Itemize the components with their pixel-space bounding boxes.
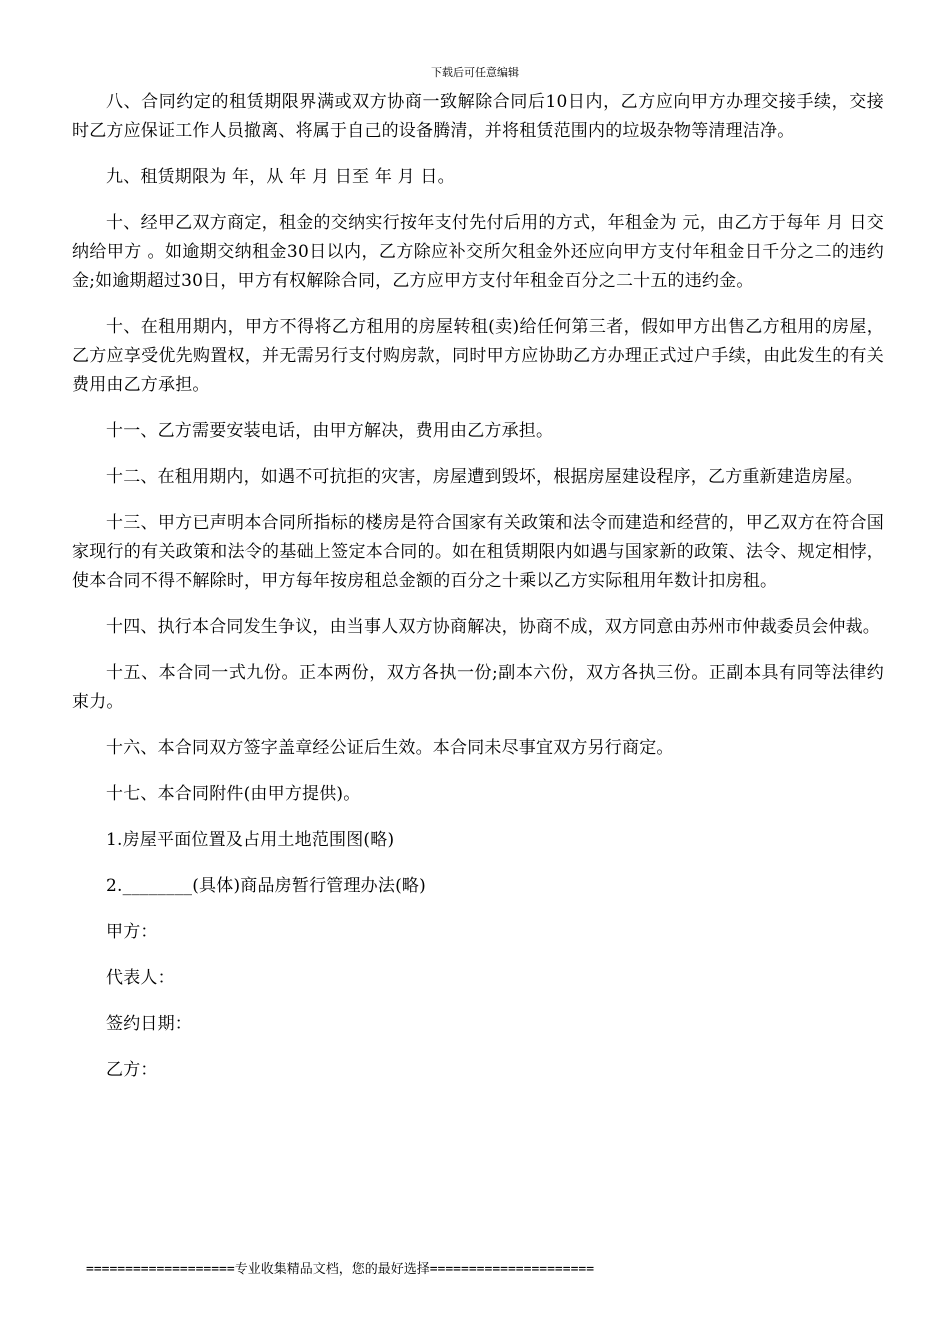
- clause-13: 十三、甲方已声明本合同所指标的楼房是符合国家有关政策和法令而建造和经营的，甲乙双方在符合国家现行的有关政策和法令的基础上签定本合同的。如在租赁期限内如遇与国家新的政策、法令、规定相悖，使本合同不得不解除时，甲方每年按房租总金额的百分之十乘以乙方实际租用年数计扣房租。: [72, 513, 884, 591]
- clause-9: 九、租赁期限为 年，从 年 月 日至 年 月 日。: [106, 167, 455, 187]
- clause-8: 八、合同约定的租赁期限界满或双方协商一致解除合同后10日内，乙方应向甲方办理交接手续，交接时乙方应保证工作人员撤离、将属于自己的设备腾清，并将租赁范围内的垃圾杂物等清理洁净。: [72, 92, 884, 141]
- contract-body: [72, 88, 884, 1102]
- clause-10-rent: 十、经甲乙双方商定，租金的交纳实行按年支付先付后用的方式，年租金为 元，由乙方于每年 月 日交纳给甲方 。如逾期交纳租金30日以内，乙方除应补交所欠租金外还应向甲方支付年租金日千分之二的违约金;如逾期超过30日，甲方有权解除合同，乙方应甲方支付年租金百分之二十五的违约金。: [72, 213, 884, 291]
- representative-label: 代表人：: [106, 968, 175, 988]
- clause-17: 十七、本合同附件(由甲方提供)。: [106, 784, 361, 804]
- clause-12: 十二、在租用期内，如遇不可抗拒的灾害，房屋遭到毁坏，根据房屋建设程序，乙方重新建造房屋。: [106, 467, 863, 487]
- attachment-1: 1.房屋平面位置及占用土地范围图(略): [106, 830, 395, 850]
- signing-date-label: 签约日期：: [106, 1014, 192, 1034]
- clause-11: 十一、乙方需要安装电话，由甲方解决，费用由乙方承担。: [106, 421, 554, 441]
- clause-15: 十五、本合同一式九份。正本两份，双方各执一份;副本六份，双方各执三份。正副本具有同等法律约束力。: [72, 663, 884, 712]
- party-a-label: 甲方：: [106, 922, 158, 942]
- party-b-label: 乙方：: [106, 1060, 158, 1080]
- clause-14: 十四、执行本合同发生争议，由当事人双方协商解决，协商不成，双方同意由苏州市仲裁委员会仲裁。: [106, 617, 880, 637]
- page-footer: ===================专业收集精品文档，您的最好选择=====================: [86, 1262, 595, 1277]
- clause-16: 十六、本合同双方签字盖章经公证后生效。本合同未尽事宜双方另行商定。: [106, 738, 674, 758]
- clause-10-sublet: 十、在租用期内，甲方不得将乙方租用的房屋转租(卖)给任何第三者，假如甲方出售乙方租用的房屋，乙方应享受优先购置权，并无需另行支付购房款，同时甲方应协助乙方办理正式过户手续，由此发生的有关费用由乙方承担。: [72, 317, 884, 395]
- page-header: 下载后可任意编辑: [431, 66, 519, 79]
- attachment-2: 2.________(具体)商品房暂行管理办法(略): [106, 876, 426, 896]
